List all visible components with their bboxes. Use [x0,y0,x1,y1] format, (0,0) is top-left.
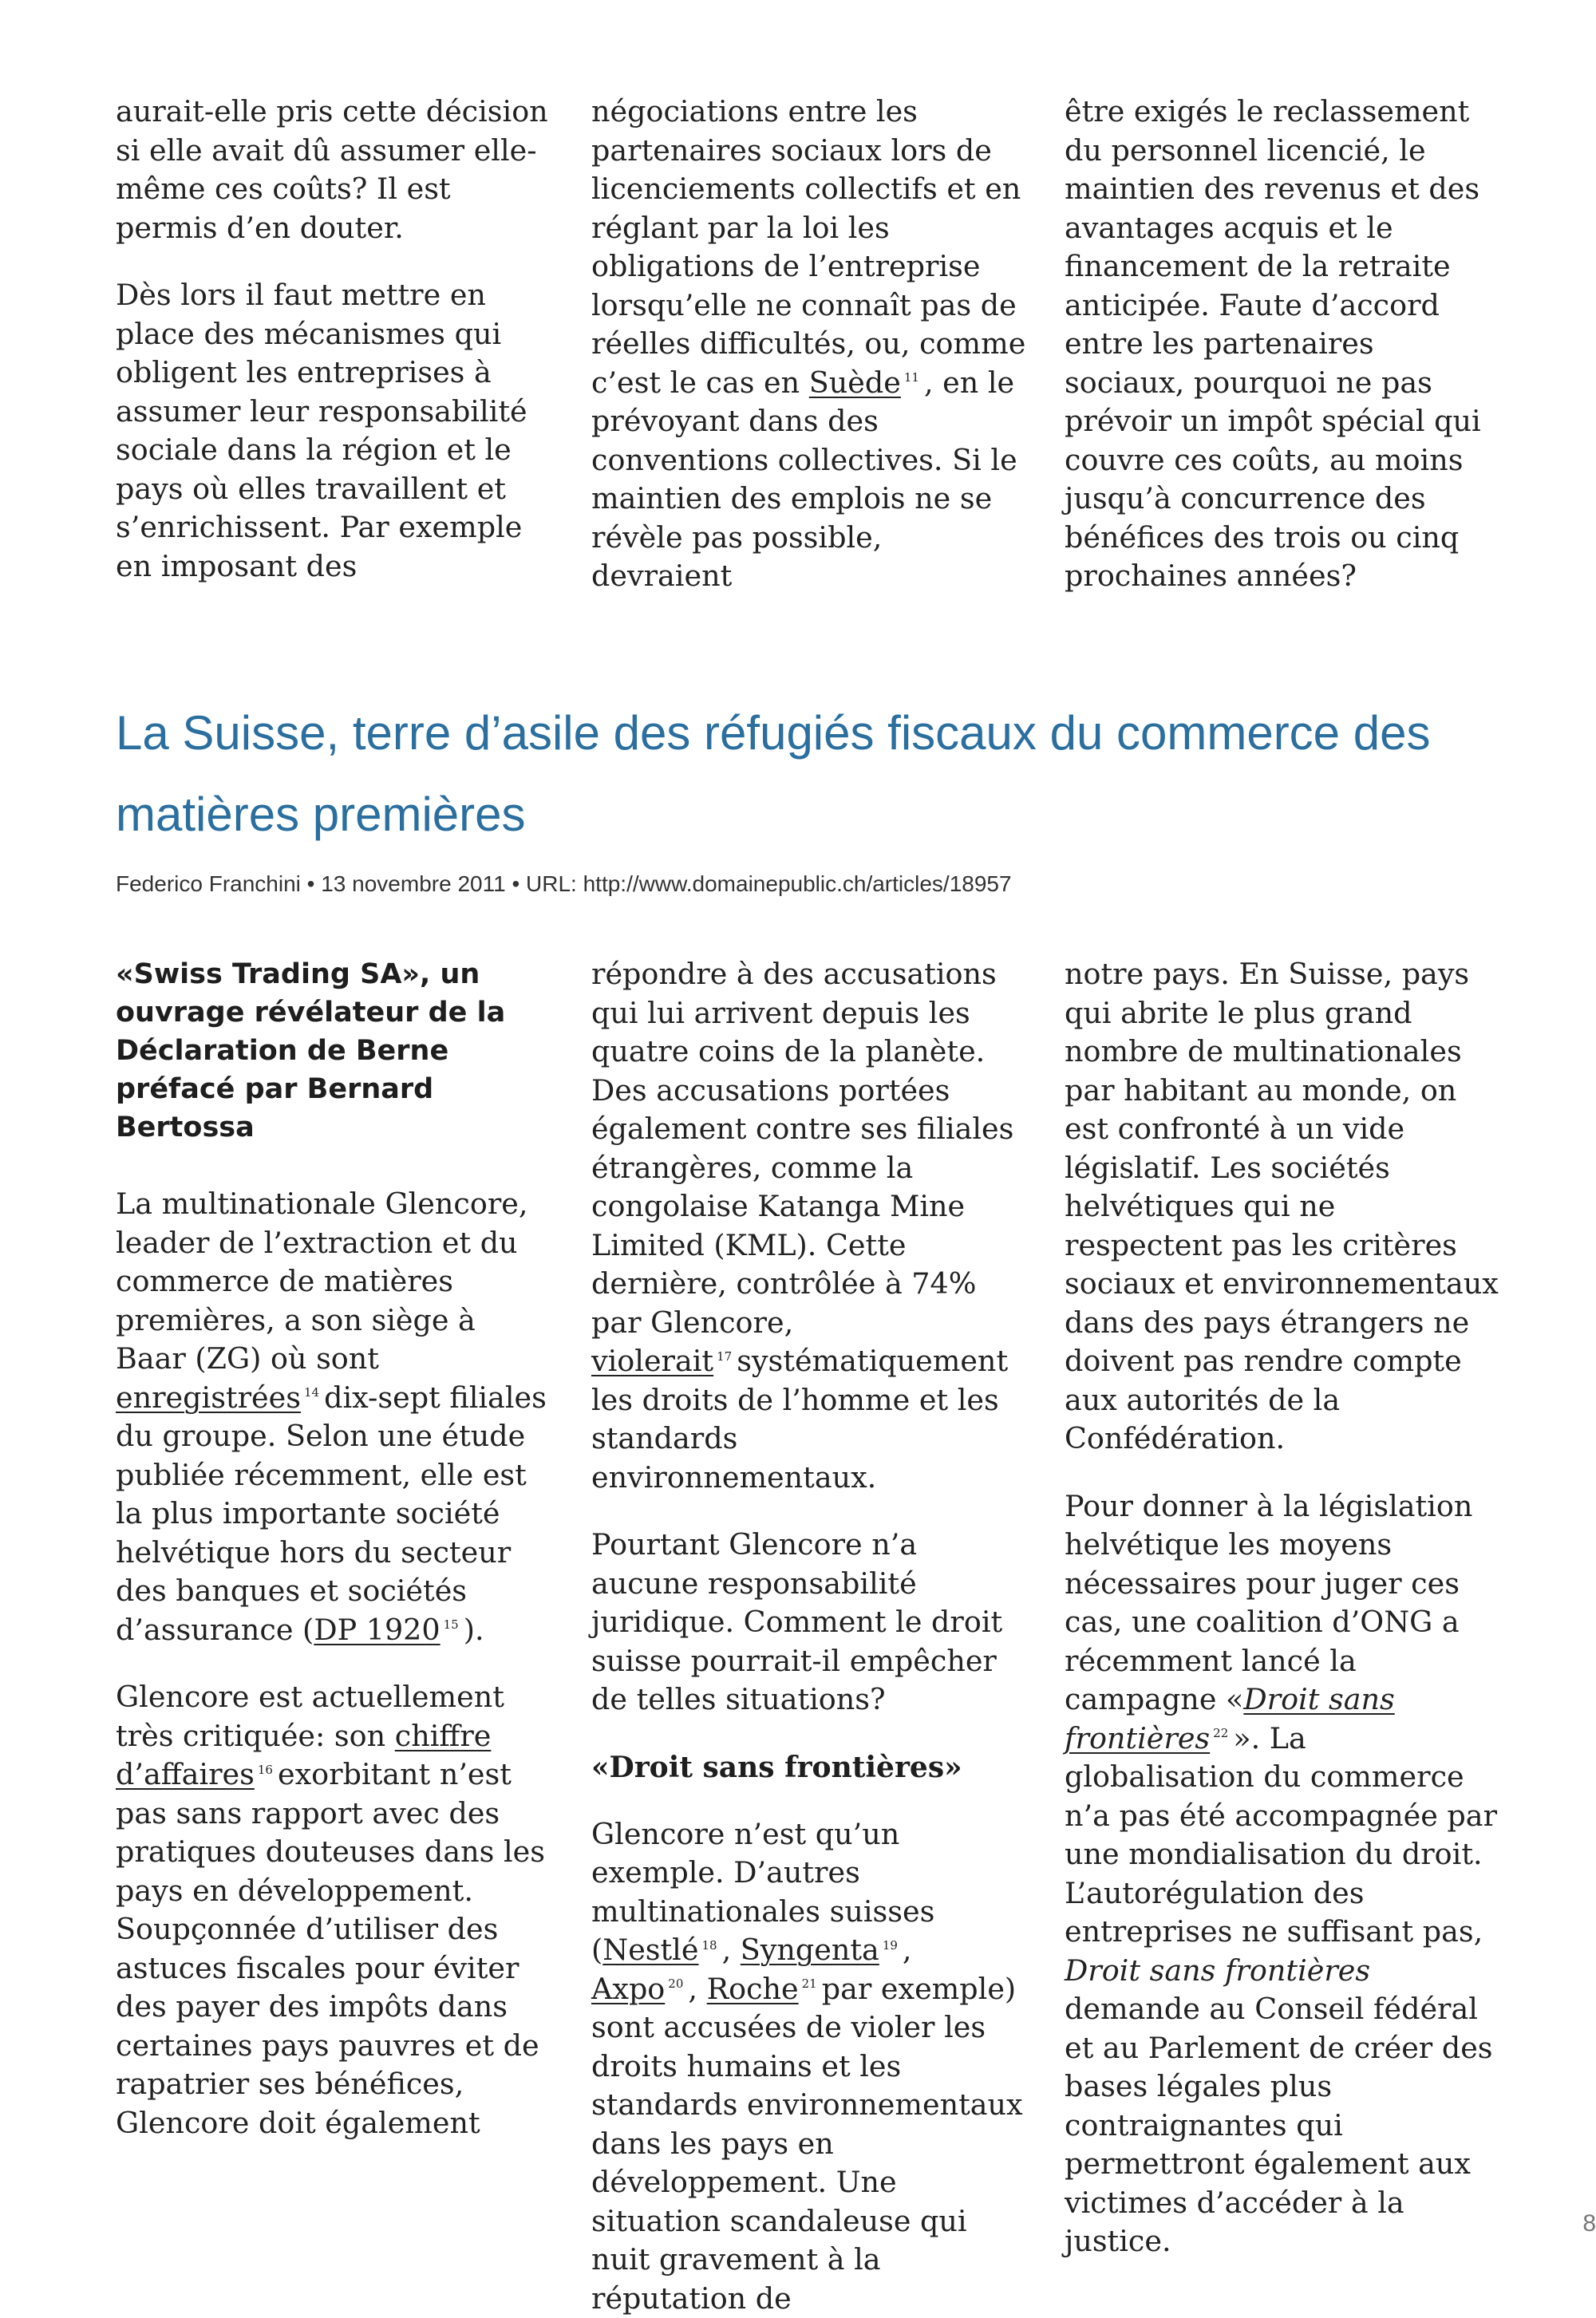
article-title: La Suisse, terre d’asile des réfugiés fiscaux du commerce des matières premières [116,693,1488,855]
link-enregistrees[interactable]: enregistrées [116,1380,301,1415]
footnote-ref-22: 22 [1210,1726,1233,1740]
link-droit-sans-frontieres[interactable]: Droit sans frontières [1065,1682,1395,1755]
article-subheading: «Swiss Trading SA», un ouvrage révélateur de la Déclaration de Berne préfacé par Bernard Bertossa [116,955,551,1147]
text: La multinationale Glencore, leader de l’extraction et du commerce de matières premières, a son siège à Baar (ZG) où sont [116,1187,527,1376]
italic-text: Droit sans frontières [1065,1953,1370,1988]
text: , en le prévoyant dans des conventions collectives. Si le maintien des emplois ne se révèle pas possible, devraient [591,365,1017,594]
text: par exemple) sont accusées de violer les droits humains et les standards environnementaux dans les pays en développement. Une situation scandaleuse qui nuit gravement à la réputation de [591,1972,1023,2316]
article-subheading: «Droit sans frontières» [591,1748,1026,1787]
footnote-ref-18: 18 [698,1938,721,1953]
link-roche[interactable]: Roche [707,1972,799,2006]
link-syngenta[interactable]: Syngenta [741,1933,879,1967]
paragraph: Pourtant Glencore n’a aucune responsabilité juridique. Comment le droit suisse pourrait-il empêcher de telles situations? [591,1526,1026,1720]
paragraph: être exigés le reclassement du personnel licencié, le maintien des revenus et des avantages acquis et le financement de la retraite anticipée. Faute d’accord entre les partenaires sociaux, pourquoi ne pas prévoir un impôt spécial qui couvre ces coûts, au moins jusqu’à concurrence des bénéfices des trois ou cinq prochaines années? [1065,93,1499,596]
text: négociations entre les partenaires sociaux lors de licenciements collectifs et en réglant par la loi les obligations de l’entreprise lorsqu’elle ne connaît pas de réelles difficultés, ou, comme c’est le cas en [591,94,1025,400]
paragraph [1065,1487,1499,2261]
paragraph: aurait-elle pris cette décision si elle avait dû assumer elle-même ces coûts? Il est permis d’en douter. [116,93,551,247]
prev-article-column-3 [1065,93,1499,596]
paragraph [116,1678,551,2142]
link-suede[interactable]: Suède [809,365,901,400]
text: dix-sept filiales du groupe. Selon une étude publiée récemment, elle est la plus importante société helvétique hors du secteur des banques et sociétés d’assurance ( [116,1380,547,1647]
link-axpo[interactable]: Axpo [591,1972,665,2006]
paragraph: Glencore n’est qu’un exemple. D’autres multinationales suisses (Nestlé $^{18}$ , Syngenta $^{19}$ , Axpo $^{20}$ , Roche $^{21}$ par exemple) sont accusées de violer les droits humains et les standards environnementaux dans les pays en développement. Une situation scandaleuse qui nuit gravement à la réputation de [591,1815,1026,2318]
text: demande au Conseil fédéral et au Parlement de créer des bases légales plus contraignantes qui permettront également aux victimes d’accéder à la justice. [1065,1992,1493,2258]
article-column-2 [591,955,1026,2318]
footnote-ref-19: 19 [879,1938,903,1953]
footnote-ref-17: 17 [713,1349,737,1364]
prev-article-column-2 [591,93,1026,596]
paragraph [116,1185,551,1649]
text: ). [464,1613,484,1647]
article-column-1 [116,955,551,2142]
link-dp-1920[interactable]: DP 1920 [314,1613,440,1647]
text: systématiquement les droits de l’homme et les standards environnementaux. [591,1344,1008,1495]
article-byline: Federico Franchini • 13 novembre 2011 • URL: http://www.domainepublic.ch/articles/18957 [116,871,1012,897]
footnote-ref-11: 11 [901,370,924,385]
footnote-ref-20: 20 [665,1976,688,1991]
paragraph: notre pays. En Suisse, pays qui abrite le plus grand nombre de multinationales par habitant au monde, on est confronté à un vide législatif. Les sociétés helvétiques qui ne respectent pas les critères sociaux et environnementaux dans des pays étrangers ne doivent pas rendre compte aux autorités de la Confédération. [1065,955,1499,1459]
footnote-ref-15: 15 [440,1617,464,1632]
paragraph [591,955,1026,1497]
page-number: 8 [1582,2210,1596,2237]
link-violerait[interactable]: violerait [591,1344,713,1378]
text: Pour donner à la législation helvétique les moyens nécessaires pour juger ces cas, une coalition d’ONG a récemment lancé la campagne « [1065,1489,1472,1717]
paragraph: Dès lors il faut mettre en place des mécanismes qui obligent les entreprises à assumer leur responsabilité sociale dans la région et le pays où elles travaillent et s’enrichissent. Par exemple en imposant des [116,276,551,586]
text: Glencore est actuellement très critiquée: son [116,1680,504,1753]
text: exorbitant n’est pas sans rapport avec des pratiques douteuses dans les pays en développement. Soupçonnée d’utiliser des astuces fiscales pour éviter des payer des impôts dans certaines pays pauvres et de rapatrier ses bénéfices, Glencore doit également [116,1757,545,2140]
text: Glencore n’est qu’un exemple. D’autres multinationales suisses ( [591,1817,934,1968]
footnote-ref-14: 14 [301,1385,324,1400]
text: répondre à des accusations qui lui arrivent depuis les quatre coins de la planète. Des accusations portées également contre ses filiales étrangères, comme la congolaise Katanga Mine Limited (KML). Cette dernière, contrôlée à 74% par Glencore, [591,957,1013,1340]
paragraph [591,93,1026,596]
link-chiffre-affaires[interactable]: chiffre d’affaires [116,1719,491,1792]
link-nestle[interactable]: Nestlé [602,1933,698,1967]
article-column-3 [1065,955,1499,2261]
footnote-ref-16: 16 [255,1763,278,1777]
text: ». La globalisation du commerce n’a pas été accompagnée par une mondialisation du droit. L’autorégulation des entreprises ne suffisant pas, [1065,1721,1497,1949]
prev-article-column-1 [116,93,551,586]
footnote-ref-21: 21 [799,1976,822,1991]
